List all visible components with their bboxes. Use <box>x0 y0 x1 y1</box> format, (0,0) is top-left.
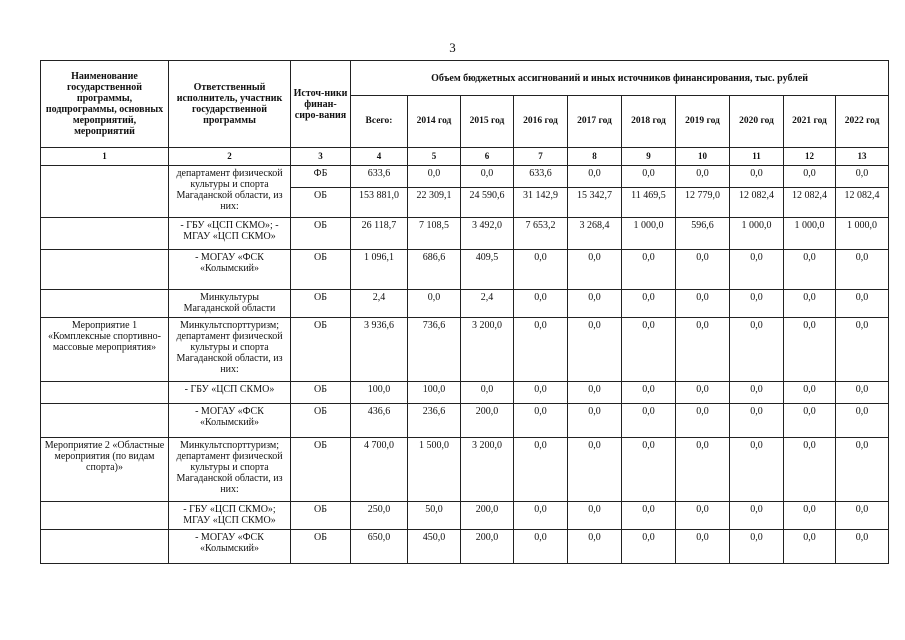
funding-source: ОБ <box>291 530 351 564</box>
year-value: 11 469,5 <box>622 188 676 218</box>
year-value: 1 000,0 <box>622 218 676 250</box>
total-value: 100,0 <box>351 382 408 404</box>
year-value: 0,0 <box>514 250 568 290</box>
header-year: 2019 год <box>676 96 730 148</box>
column-index: 4 <box>351 148 408 166</box>
year-value: 0,0 <box>730 382 784 404</box>
table-row <box>41 502 889 530</box>
responsible-executor: - ГБУ «ЦСП СКМО» <box>169 382 291 404</box>
year-value: 12 082,4 <box>730 188 784 218</box>
table-row <box>41 250 889 290</box>
total-value: 250,0 <box>351 502 408 530</box>
year-value: 7 653,2 <box>514 218 568 250</box>
activity-name <box>41 404 169 438</box>
year-value: 0,0 <box>568 382 622 404</box>
year-value: 0,0 <box>836 382 889 404</box>
header-year: 2017 год <box>568 96 622 148</box>
year-value: 0,0 <box>676 290 730 318</box>
year-value: 0,0 <box>730 404 784 438</box>
year-value: 1 000,0 <box>836 218 889 250</box>
year-value: 50,0 <box>408 502 461 530</box>
header-name: Наименование государственной программы, подпрограммы, основных мероприятий, мероприятий <box>41 61 169 148</box>
year-value: 0,0 <box>622 530 676 564</box>
activity-name <box>41 530 169 564</box>
responsible-executor: - МОГАУ «ФСК «Колымский» <box>169 404 291 438</box>
year-value: 0,0 <box>514 502 568 530</box>
funding-source: ОБ <box>291 382 351 404</box>
column-index: 9 <box>622 148 676 166</box>
budget-table <box>40 60 889 564</box>
activity-name <box>41 166 169 218</box>
year-value: 0,0 <box>676 250 730 290</box>
year-value: 0,0 <box>836 530 889 564</box>
year-value: 0,0 <box>676 502 730 530</box>
header-year: 2021 год <box>784 96 836 148</box>
header-row-1 <box>41 61 889 96</box>
year-value: 0,0 <box>836 166 889 188</box>
column-index: 12 <box>784 148 836 166</box>
column-index: 5 <box>408 148 461 166</box>
header-year: 2020 год <box>730 96 784 148</box>
year-value: 0,0 <box>461 166 514 188</box>
table-body <box>41 148 889 564</box>
table-row <box>41 318 889 382</box>
year-value: 0,0 <box>622 438 676 502</box>
year-value: 0,0 <box>622 290 676 318</box>
year-value: 0,0 <box>730 290 784 318</box>
total-value: 436,6 <box>351 404 408 438</box>
year-value: 0,0 <box>568 502 622 530</box>
funding-source: ОБ <box>291 188 351 218</box>
year-value: 1 000,0 <box>730 218 784 250</box>
funding-source: ОБ <box>291 218 351 250</box>
year-value: 12 779,0 <box>676 188 730 218</box>
year-value: 200,0 <box>461 404 514 438</box>
year-value: 0,0 <box>514 530 568 564</box>
funding-source: ОБ <box>291 404 351 438</box>
activity-name <box>41 218 169 250</box>
column-index-row <box>41 148 889 166</box>
year-value: 0,0 <box>730 530 784 564</box>
year-value: 0,0 <box>676 404 730 438</box>
year-value: 0,0 <box>461 382 514 404</box>
year-value: 0,0 <box>568 318 622 382</box>
responsible-executor: - ГБУ «ЦСП СКМО»; МГАУ «ЦСП СКМО» <box>169 502 291 530</box>
page-number: 3 <box>449 40 456 55</box>
year-value: 0,0 <box>514 290 568 318</box>
table-row <box>41 530 889 564</box>
year-value: 31 142,9 <box>514 188 568 218</box>
activity-name: Мероприятие 1 «Комплексные спортивно-массовые мероприятия» <box>41 318 169 382</box>
year-value: 0,0 <box>514 382 568 404</box>
year-value: 3 200,0 <box>461 318 514 382</box>
year-value: 0,0 <box>514 438 568 502</box>
year-value: 3 200,0 <box>461 438 514 502</box>
column-index: 7 <box>514 148 568 166</box>
header-year: 2015 год <box>461 96 514 148</box>
funding-source: ФБ <box>291 166 351 188</box>
year-value: 0,0 <box>408 290 461 318</box>
total-value: 2,4 <box>351 290 408 318</box>
table-row <box>41 290 889 318</box>
header-year: 2022 год <box>836 96 889 148</box>
column-index: 11 <box>730 148 784 166</box>
year-value: 0,0 <box>784 290 836 318</box>
year-value: 0,0 <box>408 166 461 188</box>
year-value: 686,6 <box>408 250 461 290</box>
year-value: 0,0 <box>784 404 836 438</box>
column-index: 2 <box>169 148 291 166</box>
year-value: 0,0 <box>836 404 889 438</box>
table-row <box>41 166 889 188</box>
activity-name <box>41 290 169 318</box>
year-value: 24 590,6 <box>461 188 514 218</box>
year-value: 0,0 <box>784 166 836 188</box>
year-value: 1 500,0 <box>408 438 461 502</box>
funding-source: ОБ <box>291 438 351 502</box>
year-value: 0,0 <box>622 250 676 290</box>
header-responsible: Ответственный исполнитель, участник государственной программы <box>169 61 291 148</box>
year-value: 0,0 <box>836 250 889 290</box>
year-value: 0,0 <box>836 318 889 382</box>
total-value: 26 118,7 <box>351 218 408 250</box>
column-index: 3 <box>291 148 351 166</box>
table-row <box>41 404 889 438</box>
year-value: 7 108,5 <box>408 218 461 250</box>
header-year: 2016 год <box>514 96 568 148</box>
year-value: 0,0 <box>622 318 676 382</box>
responsible-executor: Минкультспорттуризм; департамент физической культуры и спорта Магаданской области, из них: <box>169 438 291 502</box>
year-value: 0,0 <box>784 502 836 530</box>
header-year: 2014 год <box>408 96 461 148</box>
responsible-executor: - МОГАУ «ФСК «Колымский» <box>169 530 291 564</box>
total-value: 1 096,1 <box>351 250 408 290</box>
year-value: 0,0 <box>622 502 676 530</box>
year-value: 1 000,0 <box>784 218 836 250</box>
funding-source: ОБ <box>291 250 351 290</box>
responsible-executor: Минкультспорттуризм; департамент физической культуры и спорта Магаданской области, из них: <box>169 318 291 382</box>
year-value: 2,4 <box>461 290 514 318</box>
header-budget: Объем бюджетных ассигнований и иных источников финансирования, тыс. рублей <box>351 61 889 96</box>
column-index: 13 <box>836 148 889 166</box>
year-value: 0,0 <box>784 250 836 290</box>
year-value: 0,0 <box>784 530 836 564</box>
activity-name: Мероприятие 2 «Областные мероприятия (по видам спорта)» <box>41 438 169 502</box>
table-row <box>41 438 889 502</box>
year-value: 200,0 <box>461 502 514 530</box>
column-index: 10 <box>676 148 730 166</box>
activity-name <box>41 250 169 290</box>
header-year: 2018 год <box>622 96 676 148</box>
year-value: 12 082,4 <box>836 188 889 218</box>
year-value: 0,0 <box>730 438 784 502</box>
year-value: 0,0 <box>730 166 784 188</box>
total-value: 153 881,0 <box>351 188 408 218</box>
funding-source: ОБ <box>291 502 351 530</box>
year-value: 0,0 <box>568 250 622 290</box>
responsible-executor: - ГБУ «ЦСП СКМО»; - МГАУ «ЦСП СКМО» <box>169 218 291 250</box>
year-value: 0,0 <box>568 404 622 438</box>
responsible-executor: - МОГАУ «ФСК «Колымский» <box>169 250 291 290</box>
total-value: 4 700,0 <box>351 438 408 502</box>
year-value: 0,0 <box>784 318 836 382</box>
year-value: 0,0 <box>514 318 568 382</box>
total-value: 3 936,6 <box>351 318 408 382</box>
year-value: 736,6 <box>408 318 461 382</box>
total-value: 650,0 <box>351 530 408 564</box>
year-value: 0,0 <box>676 382 730 404</box>
year-value: 3 268,4 <box>568 218 622 250</box>
year-value: 450,0 <box>408 530 461 564</box>
year-value: 0,0 <box>836 438 889 502</box>
year-value: 15 342,7 <box>568 188 622 218</box>
year-value: 0,0 <box>622 166 676 188</box>
table-row <box>41 382 889 404</box>
year-value: 633,6 <box>514 166 568 188</box>
year-value: 0,0 <box>784 382 836 404</box>
year-value: 0,0 <box>836 502 889 530</box>
column-index: 8 <box>568 148 622 166</box>
year-value: 3 492,0 <box>461 218 514 250</box>
year-value: 0,0 <box>730 318 784 382</box>
year-value: 0,0 <box>676 438 730 502</box>
funding-source: ОБ <box>291 290 351 318</box>
total-value: 633,6 <box>351 166 408 188</box>
year-value: 0,0 <box>730 502 784 530</box>
year-value: 100,0 <box>408 382 461 404</box>
responsible-executor: департамент физической культуры и спорта Магаданской области, из них: <box>169 166 291 218</box>
year-value: 12 082,4 <box>784 188 836 218</box>
year-value: 236,6 <box>408 404 461 438</box>
funding-source: ОБ <box>291 318 351 382</box>
year-value: 0,0 <box>676 318 730 382</box>
year-value: 409,5 <box>461 250 514 290</box>
year-value: 0,0 <box>676 530 730 564</box>
year-value: 0,0 <box>730 250 784 290</box>
header-total: Всего: <box>351 96 408 148</box>
year-value: 200,0 <box>461 530 514 564</box>
year-value: 22 309,1 <box>408 188 461 218</box>
column-index: 1 <box>41 148 169 166</box>
year-value: 0,0 <box>676 166 730 188</box>
header-source: Источ-ники финан-сиро-вания <box>291 61 351 148</box>
activity-name <box>41 382 169 404</box>
activity-name <box>41 502 169 530</box>
responsible-executor: Минкультуры Магаданской области <box>169 290 291 318</box>
table-row <box>41 218 889 250</box>
year-value: 0,0 <box>784 438 836 502</box>
column-index: 6 <box>461 148 514 166</box>
year-value: 0,0 <box>568 166 622 188</box>
year-value: 0,0 <box>836 290 889 318</box>
year-value: 0,0 <box>622 404 676 438</box>
year-value: 0,0 <box>514 404 568 438</box>
year-value: 0,0 <box>568 530 622 564</box>
year-value: 596,6 <box>676 218 730 250</box>
year-value: 0,0 <box>568 438 622 502</box>
year-value: 0,0 <box>622 382 676 404</box>
year-value: 0,0 <box>568 290 622 318</box>
